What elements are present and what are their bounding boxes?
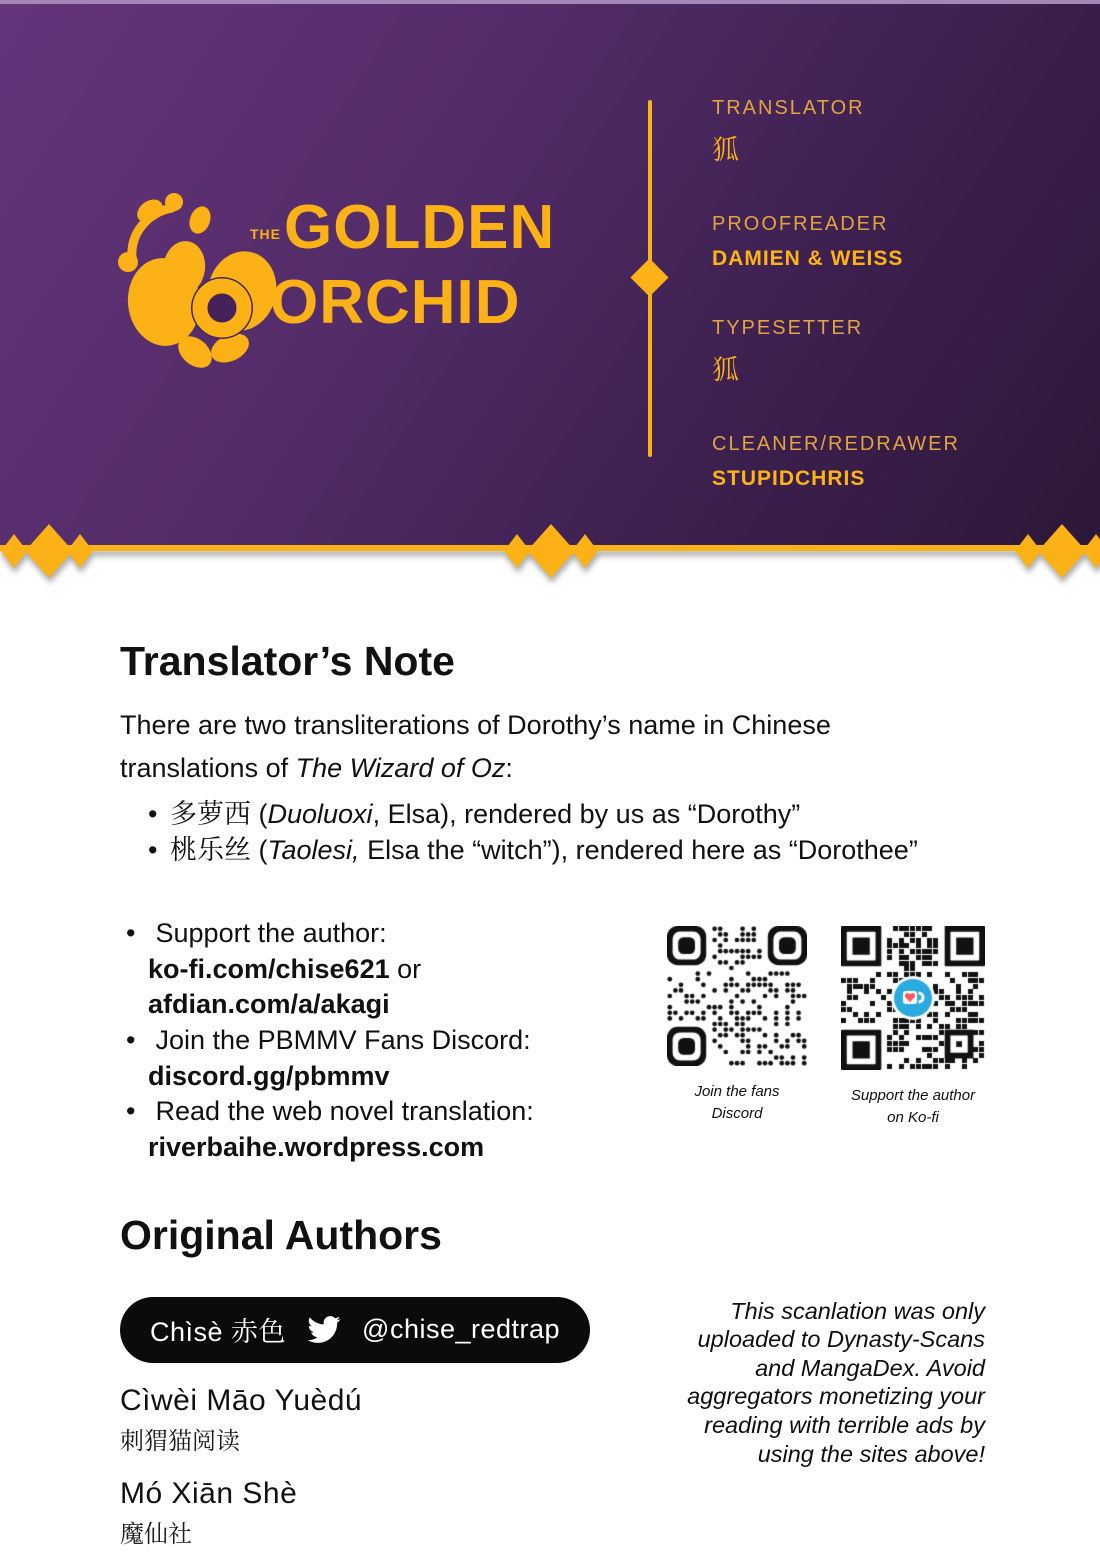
- cjk-name-text: 桃乐丝 (: [170, 835, 268, 866]
- support-author-label: Support the author:: [155, 918, 387, 949]
- credit-role-label: TYPESETTER: [712, 317, 864, 339]
- support-links-list: [120, 916, 534, 1165]
- author-display-name: Chìsè 赤色: [150, 1317, 287, 1347]
- webnovel-label: Read the web novel translation:: [155, 1096, 534, 1127]
- cjk-name-text: 多萝西 (: [170, 799, 268, 830]
- author-name-latin: Mó Xiān Shè: [120, 1476, 298, 1510]
- discord-qr-caption: Join the fans Discord: [694, 1083, 780, 1122]
- staff-credits-list: [712, 97, 960, 537]
- author-entry: [120, 1477, 590, 1549]
- authors-details: [120, 1297, 590, 1549]
- transliteration-item-dorothee: [170, 833, 1040, 869]
- note-intro-text: There are two transliterations of Dorothy’s name in Chinese translations of: [120, 710, 831, 783]
- author-name-cjk: 刺猬猫阅读: [120, 1427, 240, 1455]
- webnovel-item: [148, 1094, 534, 1165]
- credit-entry-typesetter: [712, 317, 960, 387]
- logo-golden: GOLDEN: [284, 193, 556, 262]
- author-entry: [120, 1384, 590, 1456]
- support-author-item: [148, 916, 534, 1023]
- credit-entry-translator: [712, 97, 960, 167]
- or-text: or: [389, 953, 422, 984]
- romanization-italic: Taolesi,: [267, 835, 360, 866]
- translators-note-heading: Translator’s Note: [120, 638, 455, 684]
- credits-divider-diamond: [630, 258, 668, 296]
- authors-row: [120, 1297, 1040, 1549]
- logo-wordmark: [250, 193, 556, 337]
- romanization-italic: Duoluoxi: [267, 799, 373, 830]
- note-intro-colon: :: [505, 752, 513, 783]
- twitter-handle: @chise_redtrap: [362, 1314, 561, 1344]
- credit-name: 狐: [712, 355, 740, 385]
- book-title-italic: The Wizard of Oz: [295, 752, 506, 783]
- links-and-qr-row: [120, 916, 1040, 1165]
- explanation-text: Elsa the “witch”), rendered here as “Dorothee”: [359, 835, 918, 866]
- credit-name: 狐: [712, 135, 740, 165]
- explanation-text: , Elsa), rendered by us as “Dorothy”: [372, 799, 801, 830]
- afdian-url[interactable]: afdian.com/a/akagi: [148, 989, 390, 1020]
- discord-url[interactable]: discord.gg/pbmmv: [148, 1060, 390, 1091]
- hero-banner: [0, 0, 1100, 545]
- note-intro: [120, 704, 940, 789]
- transliteration-list: [120, 797, 1040, 869]
- credit-role-label: CLEANER/REDRAWER: [712, 433, 960, 455]
- kofi-qr-caption: Support the author on Ko-fi: [850, 1087, 976, 1126]
- author-name-cjk: 魔仙社: [120, 1520, 192, 1548]
- author-name-latin: Cìwèi Māo Yuèdú: [120, 1383, 363, 1417]
- top-accent-strip: [0, 0, 1100, 4]
- credit-role-label: PROOFREADER: [712, 213, 889, 235]
- original-authors-heading: Original Authors: [120, 1211, 442, 1258]
- qr-codes-group: [667, 926, 985, 1129]
- kofi-url[interactable]: ko-fi.com/chise621: [148, 953, 390, 984]
- credit-entry-cleaner: [712, 433, 960, 491]
- transliteration-item-dorothy: [170, 797, 1040, 833]
- webnovel-url[interactable]: riverbaihe.wordpress.com: [148, 1131, 485, 1162]
- kofi-qr-code[interactable]: [841, 926, 985, 1070]
- author-twitter-pill[interactable]: [120, 1297, 590, 1363]
- logo-the: THE: [250, 226, 281, 242]
- kofi-qr-figure: [841, 926, 985, 1129]
- credit-entry-proofreader: [712, 213, 960, 271]
- join-discord-label: Join the PBMMV Fans Discord:: [155, 1025, 531, 1055]
- main-content: [0, 638, 1100, 1549]
- logo-orchid: ORCHID: [270, 268, 521, 337]
- upload-disclaimer: This scanlation was only uploaded to Dynasty-Scans and MangaDex. Avoid aggregators monetizing your reading with terrible ads by using the sites above!: [687, 1297, 985, 1467]
- credit-name: STUPIDCHRIS: [712, 467, 866, 490]
- credit-name: DAMIEN & WEISS: [712, 247, 904, 270]
- join-discord-item: [148, 1023, 534, 1094]
- discord-qr-code[interactable]: [667, 926, 807, 1066]
- credit-role-label: TRANSLATOR: [712, 97, 865, 119]
- twitter-icon: [304, 1313, 344, 1346]
- discord-qr-figure: [667, 926, 807, 1129]
